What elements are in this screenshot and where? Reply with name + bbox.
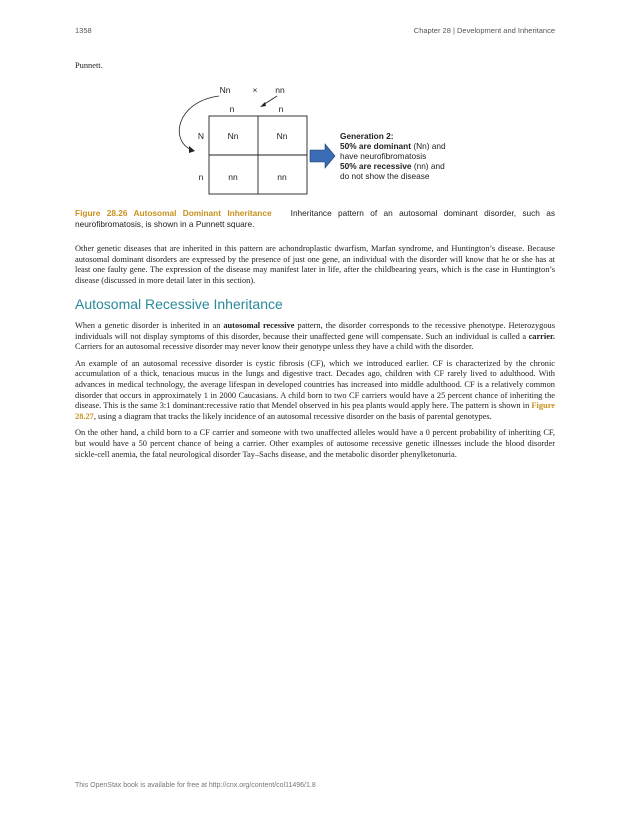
figure-caption [75, 208, 555, 229]
term-carrier: carrier. [528, 331, 555, 341]
paragraph-3 [75, 359, 555, 423]
generation-title: Generation 2: [340, 131, 394, 141]
caption-label: Figure 28.26 Autosomal Dominant Inheritance [75, 208, 272, 218]
page-number: 1358 [75, 26, 92, 35]
result-arrow [310, 144, 335, 168]
column-gamete-1: n [229, 104, 235, 114]
generation-line-3 [340, 161, 445, 171]
text-run: pattern, the disorder corresponds to the recessive phenotype. Heterozygous individuals will not display symptoms of this disorder, because their unaffected gene will compensate. Such an individual is called a [75, 321, 555, 341]
paragraph-2 [75, 321, 555, 353]
generation-line-2: have neurofibromatosis [340, 151, 427, 161]
recessive-percent: 50% are recessive [340, 161, 412, 171]
row-gamete-1: N [197, 131, 205, 141]
recessive-detail: (nn) and [411, 161, 445, 171]
punnett-cell: Nn [276, 131, 288, 141]
text-run: When a genetic disorder is inherited in an [75, 321, 224, 330]
paragraph-4: On the other hand, a child born to a CF carrier and someone with two unaffected alleles would have a 0 percent probability of inheriting CF, but would have a 50 percent chance of being a carrier. Other examples of autosome recessive genetic illnesses include the blood disorder sickle-cell anemia, the fatal neurological disorder Tay–Sachs disease, and the metabolic disorder phenylketonuria. [75, 428, 555, 459]
punnett-cell: Nn [227, 131, 239, 141]
figure-28-27-link[interactable]: Figure 28.27 [75, 401, 555, 421]
text-run: An example of an autosomal recessive disorder is cystic fibrosis (CF), which we introduced earlier. CF is characterized by the chronic accumulation of a thick, tenacious mucus in the lungs and digestive tract. Decades ago, children with CF rarely lived to adulthood. With advances in medical technology, the average lifespan in developed countries has increased into middle adulthood. CF is a relatively common disorder that occurs in approximately 1 in 2000 Caucasians. A child born to two CF carriers would have a 25 percent chance of inheriting the disease. This is the same 3:1 dominant:recessive ratio that Mendel observed in his pea plants would apply here. The pattern is shown in [75, 358, 555, 411]
parent1-arrowhead [189, 146, 195, 153]
generation-line-4: do not show the disease [340, 171, 430, 181]
text-run: Carriers for an autosomal recessive disorder may never know their genotype unless they have a child with the disorder. [75, 342, 474, 352]
section-body [75, 321, 555, 466]
lead-text: Punnett. [75, 61, 103, 70]
chapter-header: Chapter 28 | Development and Inheritance [413, 26, 555, 35]
paragraph-text: Other genetic diseases that are inherited in this pattern are achondroplastic dwarfism, Marfan syndrome, and Huntington’s disease. Because autosomal dominant disorders are expressed by the presence of just one gene, an individual with the disorder will know that he or she has at least one faulty gene. The expression of the disease may manifest later in life, after the childbearing years, which is the case in Huntington’s disease (discussed in more detail later in this section). [75, 244, 555, 285]
row-gamete-2: n [198, 172, 204, 182]
punnett-cell: nn [228, 172, 238, 182]
parent1-curved-arrow [179, 96, 219, 150]
punnett-square-diagram [170, 82, 470, 197]
dominant-percent: 50% are dominant [340, 141, 412, 151]
section-heading: Autosomal Recessive Inheritance [75, 296, 283, 312]
parent2-genotype: nn [275, 85, 285, 95]
generation-line-1 [340, 141, 446, 151]
term-autosomal-recessive: autosomal recessive [223, 321, 295, 330]
parent1-genotype: Nn [219, 85, 231, 95]
dominant-detail: (Nn) and [411, 141, 446, 151]
caption-text: Inheritance pattern of an autosomal dominant disorder, such as neurofibromatosis, is shown in a Punnett square. [75, 208, 555, 229]
punnett-cell: nn [277, 172, 287, 182]
column-gamete-2: n [278, 104, 284, 114]
paragraph-1 [75, 244, 555, 292]
text-run: , using a diagram that tracks the likely incidence of an autosomal recessive disorder on the basis of parental genotypes. [93, 411, 492, 421]
cross-symbol: × [252, 85, 258, 95]
footer-note: This OpenStax book is available for free at http://cnx.org/content/col11496/1.8 [75, 782, 316, 789]
parent2-arrowhead [260, 102, 266, 107]
